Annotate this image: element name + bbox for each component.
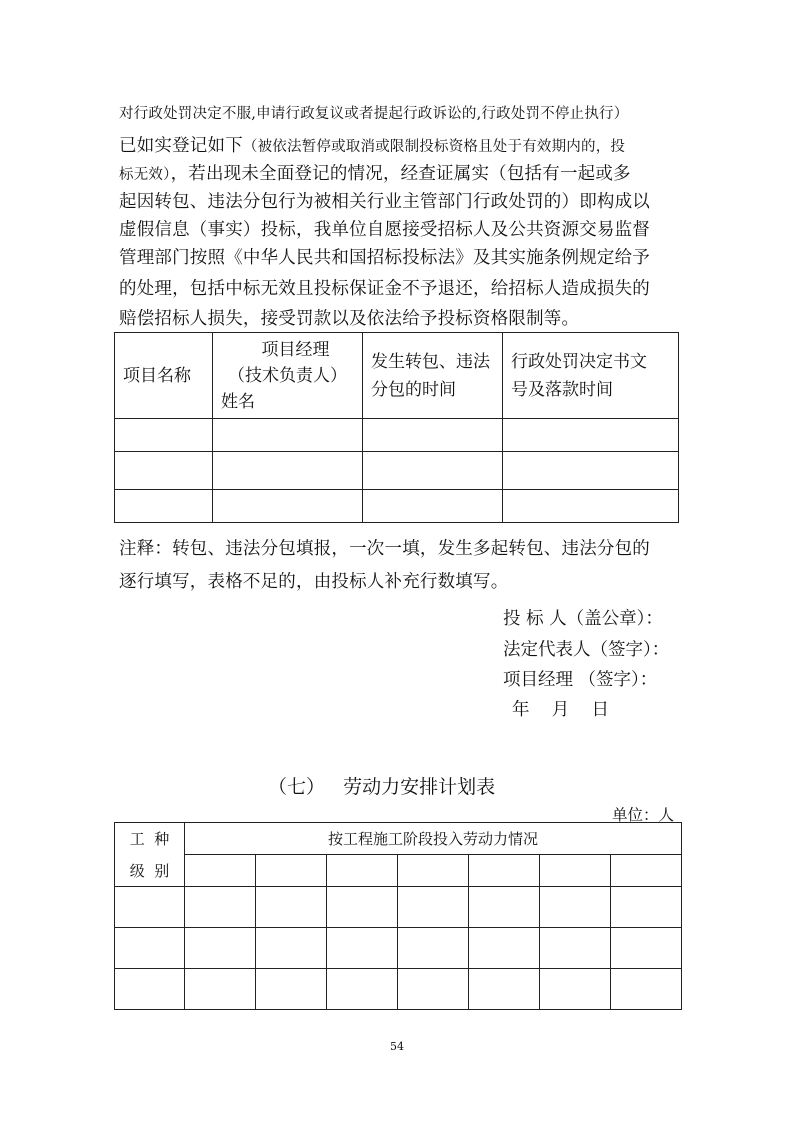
note-line-1: 注释：转包、违法分包填报，一次一填，发生多起转包、违法分包的 xyxy=(119,539,650,559)
table-cell[interactable] xyxy=(398,969,469,1010)
table-cell[interactable] xyxy=(503,490,679,523)
table-cell[interactable] xyxy=(540,887,611,928)
table-cell[interactable] xyxy=(398,887,469,928)
signature-legal-rep: 法定代表人（签字）： xyxy=(503,640,670,660)
table-cell[interactable] xyxy=(540,969,611,1010)
table-cell[interactable] xyxy=(256,887,327,928)
table-row xyxy=(115,928,682,969)
section-title: （七） 劳动力安排计划表 xyxy=(268,776,496,798)
header-manager-line1: 项目经理 xyxy=(261,339,330,360)
table-cell[interactable] xyxy=(363,452,503,490)
trade-label: 工 种 xyxy=(129,830,170,849)
table-cell[interactable] xyxy=(469,928,540,969)
header-time-line2: 分包的时间 xyxy=(371,379,456,400)
header-manager-line3: 姓名 xyxy=(221,391,255,412)
stage-cell[interactable] xyxy=(256,855,327,887)
stage-header-label: 按工程施工阶段投入劳动力情况 xyxy=(328,830,539,848)
paragraph-line-6: 管理部门按照《中华人民共和国招标投标法》及其实施条例规定给予 xyxy=(119,248,650,268)
header-decision-line1: 行政处罚决定书文 xyxy=(511,351,647,372)
page-number: 54 xyxy=(390,1040,404,1053)
table-row xyxy=(115,452,679,490)
header-manager-line2: （技术负责人） xyxy=(228,365,347,386)
stage-cell[interactable] xyxy=(327,855,398,887)
stage-cell[interactable] xyxy=(611,855,682,887)
header-time-line1: 发生转包、违法 xyxy=(371,351,490,372)
table-cell[interactable] xyxy=(503,452,679,490)
stage-cell[interactable] xyxy=(540,855,611,887)
table-cell[interactable] xyxy=(115,419,213,452)
trade-header-top xyxy=(115,823,185,855)
table-row xyxy=(115,969,682,1010)
unit-label: 单位：人 xyxy=(612,806,675,824)
level-label: 级 别 xyxy=(129,861,170,880)
table-cell[interactable] xyxy=(363,419,503,452)
table-cell[interactable] xyxy=(503,419,679,452)
stage-cell[interactable] xyxy=(469,855,540,887)
stage-cell[interactable] xyxy=(398,855,469,887)
table-cell[interactable] xyxy=(185,928,256,969)
stage-cell[interactable] xyxy=(185,855,256,887)
stage-header xyxy=(185,823,682,855)
table-header-row xyxy=(115,823,682,855)
table-cell[interactable] xyxy=(115,928,185,969)
paragraph-line-3-rest: ，若出现未全面登记的情况，经查证属实（包括有一起或多 xyxy=(170,164,631,184)
table-header-row xyxy=(115,333,679,419)
violation-record-table xyxy=(114,332,679,523)
table-cell[interactable] xyxy=(469,887,540,928)
signature-date: 年 月 日 xyxy=(512,700,610,720)
paragraph-line-3-note: 标无效） xyxy=(119,167,171,183)
table-cell[interactable] xyxy=(611,928,682,969)
header-subcontract-time xyxy=(363,333,503,419)
header-decision-line2: 号及落款时间 xyxy=(511,379,613,400)
header-penalty-decision xyxy=(503,333,679,419)
table-cell[interactable] xyxy=(363,490,503,523)
table-cell[interactable] xyxy=(540,928,611,969)
note-line-2: 逐行填写，表格不足的，由投标人补充行数填写。 xyxy=(119,572,509,592)
header-project-name: 项目名称 xyxy=(115,333,213,419)
table-cell[interactable] xyxy=(469,969,540,1010)
labor-plan-table xyxy=(114,822,682,1010)
paragraph-line-8: 赔偿招标人损失，接受罚款以及依法给予投标资格限制等。 xyxy=(119,309,580,329)
signature-bidder: 投 标 人（盖公章）： xyxy=(503,609,663,629)
table-cell[interactable] xyxy=(256,928,327,969)
table-cell[interactable] xyxy=(611,887,682,928)
paragraph-line-2-lead: 已如实登记如下 xyxy=(119,136,243,156)
signature-manager: 项目经理 （签字）： xyxy=(503,670,658,690)
table-row xyxy=(115,490,679,523)
table-cell[interactable] xyxy=(256,969,327,1010)
paragraph-line-4: 起因转包、违法分包行为被相关行业主管部门行政处罚的）即构成以 xyxy=(119,192,650,212)
paragraph-line-3 xyxy=(119,160,631,185)
paragraph-line-5: 虚假信息（事实）投标，我单位自愿接受招标人及公共资源交易监督 xyxy=(119,220,650,240)
table-cell[interactable] xyxy=(327,928,398,969)
trade-header-bottom xyxy=(115,855,185,887)
paragraph-line-2 xyxy=(119,132,625,157)
table-row xyxy=(115,887,682,928)
table-cell[interactable] xyxy=(327,969,398,1010)
paragraph-line-2-note: （被依法暂停或取消或限制投标资格且处于有效期内的，投 xyxy=(242,139,626,155)
table-cell[interactable] xyxy=(185,887,256,928)
table-cell[interactable] xyxy=(327,887,398,928)
table-cell[interactable] xyxy=(213,490,363,523)
table-cell[interactable] xyxy=(398,928,469,969)
table-cell[interactable] xyxy=(115,490,213,523)
table-cell[interactable] xyxy=(115,452,213,490)
table-row xyxy=(115,419,679,452)
table-cell[interactable] xyxy=(213,419,363,452)
table-cell[interactable] xyxy=(115,887,185,928)
table-cell[interactable] xyxy=(213,452,363,490)
table-cell[interactable] xyxy=(185,969,256,1010)
table-header-row xyxy=(115,855,682,887)
paragraph-line-1: 对行政处罚决定不服,申请行政复议或者提起行政诉讼的,行政处罚不停止执行） xyxy=(119,106,629,122)
header-project-manager xyxy=(213,333,363,419)
table-cell[interactable] xyxy=(115,969,185,1010)
paragraph-line-7: 的处理，包括中标无效且投标保证金不予退还，给招标人造成损失的 xyxy=(119,279,650,299)
table-cell[interactable] xyxy=(611,969,682,1010)
